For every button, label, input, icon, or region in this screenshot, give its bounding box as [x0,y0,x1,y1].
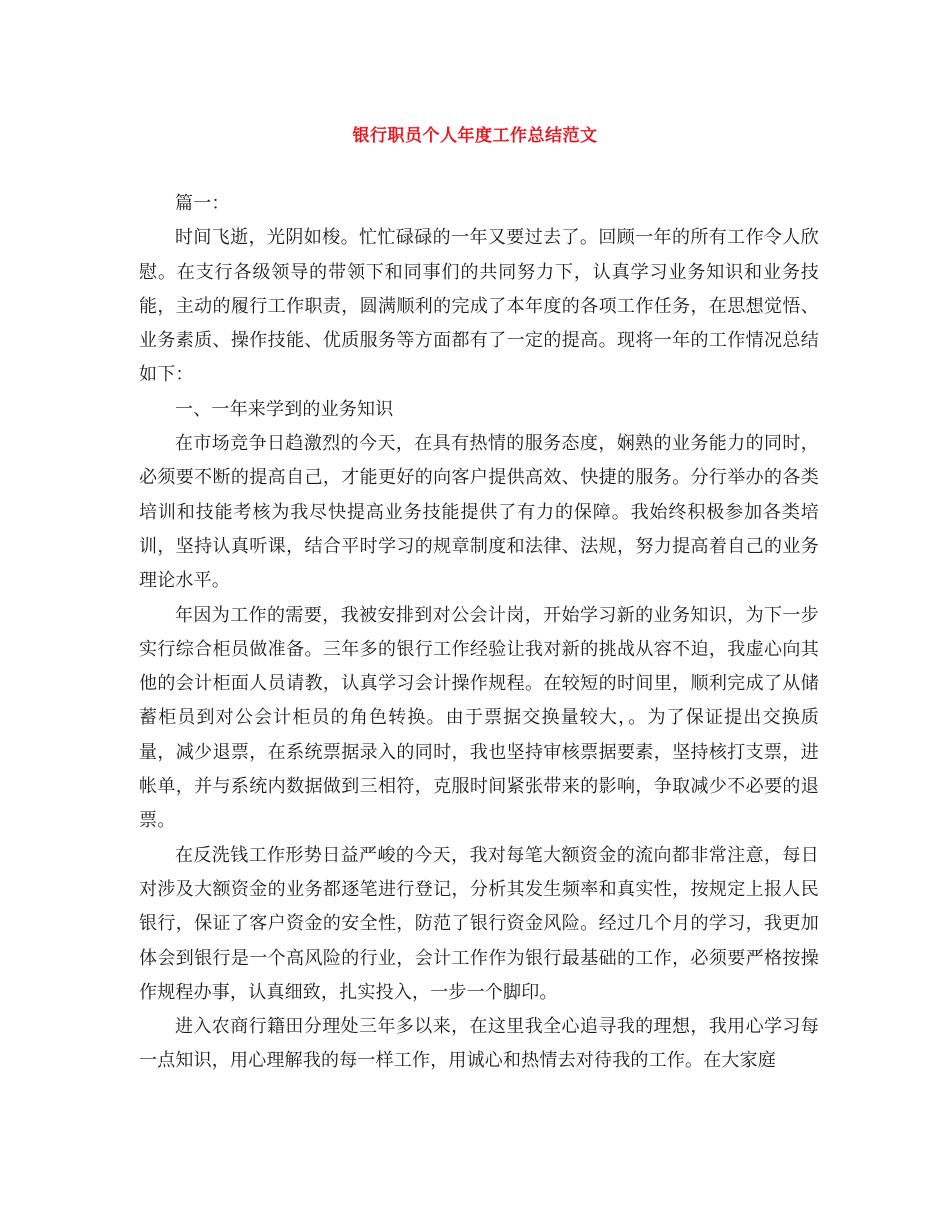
paragraph-section-label: 篇一： [175,193,230,214]
section-heading: 一、一年来学到的业务知识 [175,398,394,420]
paragraph: 时间飞逝，光阴如梭。忙忙碌碌的一年又要过去了。回顾一年的所有工作令人欣慰。在支行各级领导的带领下和同事们的共同努力下，认真学习业务知识和业务技能，主动的履行工作职责，圆满顺利的完成了本年度的各项工作任务，在思想觉悟、业务素质、操作技能、优质服务等方面都有了一定的提高。现将一年的工作情况总结如下： [139,227,819,386]
paragraph: 进入农商行籍田分理处三年多以来，在这里我全心追寻我的理想，我用心学习每一点知识，用心理解我的每一样工作，用诚心和热情去对待我的工作。在大家庭 [139,1016,819,1072]
document-body [139,187,819,1079]
paragraph: 在反洗钱工作形势日益严峻的今天，我对每笔大额资金的流向都非常注意，每日对涉及大额资金的业务都逐笔进行登记，分析其发生频率和真实性，按规定上报人民银行，保证了客户资金的安全性，防范了银行资金风险。经过几个月的学习，我更加体会到银行是一个高风险的行业，会计工作作为银行最基础的工作，必须要严格按操作规程办事，认真细致，扎实投入，一步一个脚印。 [139,844,819,1003]
document-title: 银行职员个人年度工作总结范文 [352,126,598,146]
paragraph: 在市场竞争日趋激烈的今天，在具有热情的服务态度，娴熟的业务能力的同时，必须要不断的提高自己，才能更好的向客户提供高效、快捷的服务。分行举办的各类培训和技能考核为我尽快提高业务技能提供了有力的保障。我始终积极参加各类培训，坚持认真听课，结合平时学习的规章制度和法律、法规，努力提高着自己的业务理论水平。 [139,433,819,592]
paragraph: 年因为工作的需要，我被安排到对公会计岗，开始学习新的业务知识，为下一步实行综合柜员做准备。三年多的银行工作经验让我对新的挑战从容不迫，我虚心向其他的会计柜面人员请教，认真学习会计操作规程。在较短的时间里，顺利完成了从储蓄柜员到对公会计柜员的角色转换。由于票据交换量较大，。为了保证提出交换质量，减少退票，在系统票据录入的同时，我也坚持审核票据要素，坚持核打支票，进帐单，并与系统内数据做到三相符，克服时间紧张带来的影响，争取减少不必要的退票。 [139,604,819,832]
